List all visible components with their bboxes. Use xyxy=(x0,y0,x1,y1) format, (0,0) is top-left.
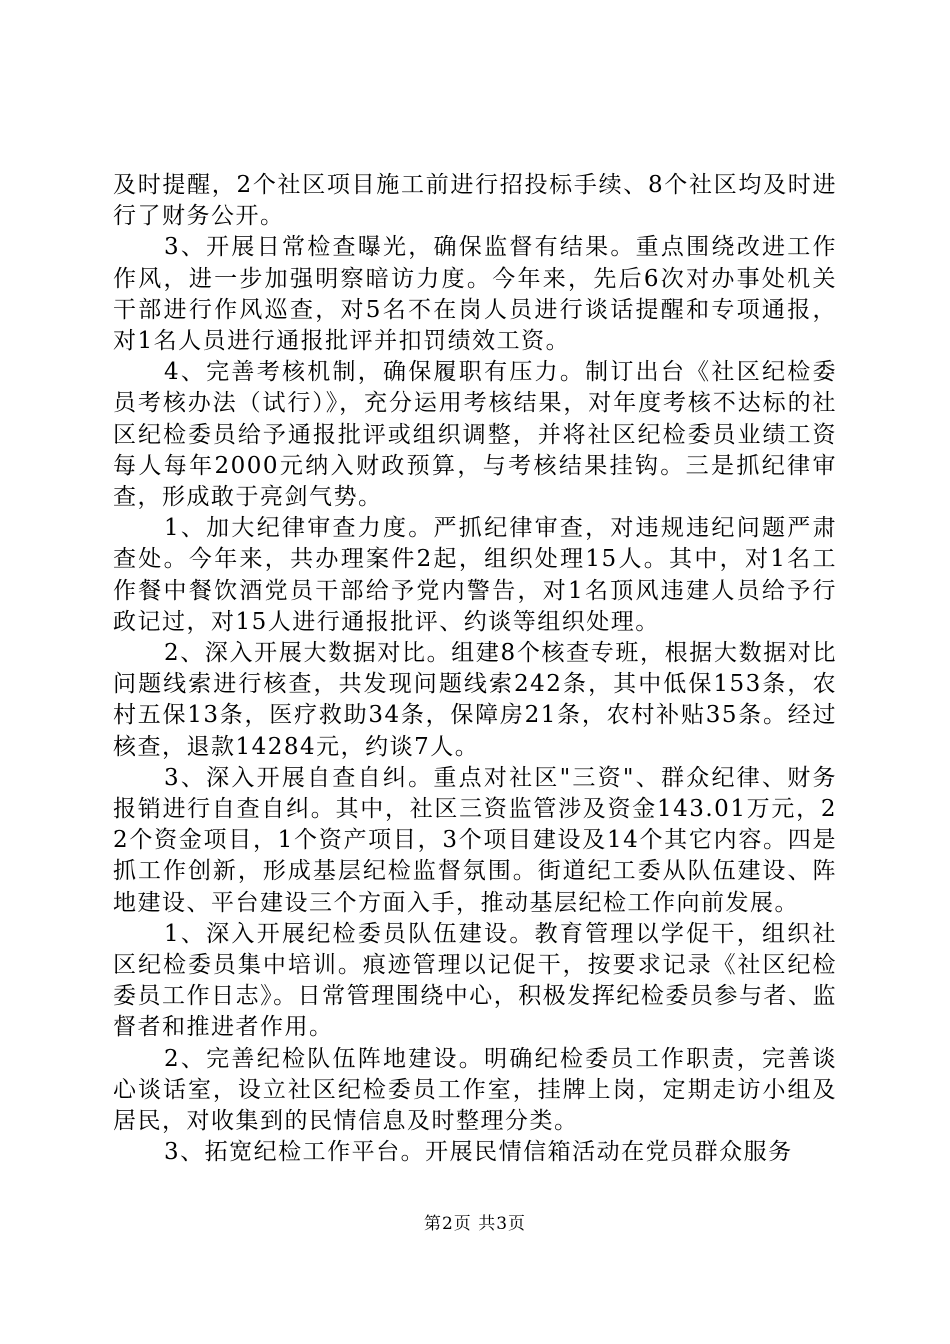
paragraph: 1、加大纪律审查力度。严抓纪律审查，对违规违纪问题严肃查处。今年来，共办理案件2起，组织处理15人。其中，对1名工作餐中餐饮酒党员干部给予党内警告，对1名顶风违建人员给予行政记过，对15人进行通报批评、约谈等组织处理。 xyxy=(113,515,837,635)
page-number-footer: 第2页 共3页 xyxy=(423,1214,527,1234)
paragraph: 3、拓宽纪检工作平台。开展民情信箱活动在党员群众服务 xyxy=(164,1139,793,1166)
paragraph: 3、深入开展自查自纠。重点对社区"三资"、群众纪律、财务报销进行自查自纠。其中，社区三资监管涉及资金143.01万元，22个资金项目，1个资产项目，3个项目建设及14个其它内容。四是抓工作创新，形成基层纪检监督氛围。街道纪工委从队伍建设、阵地建设、平台建设三个方面入手，推动基层纪检工作向前发展。 xyxy=(113,764,837,916)
paragraph: 2、深入开展大数据对比。组建8个核查专班，根据大数据对比问题线索进行核查，共发现问题线索242条，其中低保153条，农村五保13条，医疗救助34条，保障房21条，农村补贴35条。经过核查，退款14284元，约谈7人。 xyxy=(113,640,837,760)
paragraph: 3、开展日常检查曝光，确保监督有结果。重点围绕改进工作作风，进一步加强明察暗访力度。今年来，先后6次对办事处机关干部进行作风巡查，对5名不在岗人员进行谈话提醒和专项通报，对1名人员进行通报批评并扣罚绩效工资。 xyxy=(113,234,837,355)
paragraph: 2、完善纪检队伍阵地建设。明确纪检委员工作职责，完善谈心谈话室，设立社区纪检委员工作室，挂牌上岗，定期走访小组及居民，对收集到的民情信息及时整理分类。 xyxy=(113,1045,837,1135)
paragraph: 1、深入开展纪检委员队伍建设。教育管理以学促干，组织社区纪检委员集中培训。痕迹管理以记促干，按要求记录《社区纪检委员工作日志》。日常管理围绕中心，积极发挥纪检委员参与者、监督者和推进者作用。 xyxy=(113,920,837,1041)
paragraph: 4、完善考核机制，确保履职有压力。制订出台《社区纪检委员考核办法（试行）》，充分运用考核结果，对年度考核不达标的社区纪检委员给予通报批评或组织调整，并将社区纪检委员业绩工资每人每年2000元纳入财政预算，与考核结果挂钩。三是抓纪律审查，形成敢于亮剑气势。 xyxy=(113,359,837,511)
paragraph: 及时提醒，2个社区项目施工前进行招投标手续、8个社区均及时进行了财务公开。 xyxy=(113,172,837,230)
document-body xyxy=(113,170,837,1169)
